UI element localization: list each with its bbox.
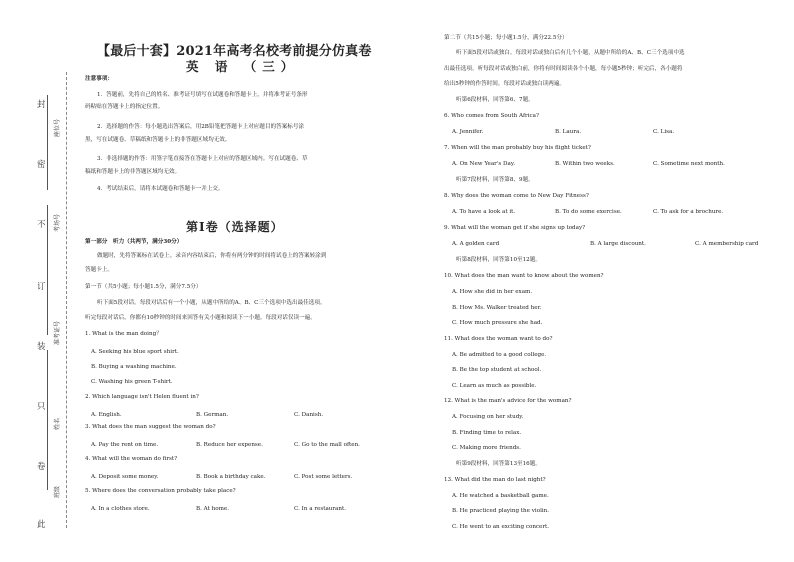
notice-line: 4．考试结束后，请将本试题卷和答题卡一并上交。: [97, 186, 224, 192]
binding-dashed-line: [66, 72, 67, 528]
answer-option: B. How Ms. Walker treated her.: [452, 304, 542, 311]
answer-option: C. How much pressure she had.: [452, 320, 543, 326]
answer-option: C. Learn as much as possible.: [452, 382, 537, 389]
section2-heading: 第二节（共15小题；每小题1.5分，满分22.5分）: [444, 35, 568, 41]
binding-char: 此: [37, 520, 46, 530]
answer-option: A. In a clothes store.: [91, 506, 150, 512]
answer-option: B. Laura.: [555, 129, 582, 135]
answer-option: C. Go to the mall often.: [294, 442, 360, 448]
answer-option: A. A golden card: [452, 241, 500, 247]
answer-option: A. He watched a basketball game.: [452, 492, 549, 499]
binding-field-label: 姓名: [54, 417, 61, 430]
answer-option: A. Be admitted to a good college.: [452, 351, 547, 358]
binding-char: 不: [37, 220, 46, 230]
section1-intro-line: 听下面5段对话。每段对话后有一个小题，从题中所给的A、B、C三个选项中选出最佳选项。: [97, 300, 326, 306]
section2-intro-line: 听下面5段对话或独白。每段对话或独白后有几个小题，从题中所给的A、B、C三个选项中选: [456, 50, 685, 56]
answer-option: A. Deposit some money.: [91, 474, 159, 480]
answer-option: C. Post some letters.: [294, 474, 353, 480]
notice-line: 码粘贴在答题卡上的指定位置。: [85, 104, 164, 110]
question-text: 2. Which language isn't Helen fluent in?: [85, 394, 199, 400]
answer-option: A. To have a look at it.: [452, 209, 516, 215]
answer-option: B. A large discount.: [590, 241, 646, 247]
binding-solid-line-1: [47, 95, 48, 190]
section1-heading: 第一节（共5小题；每小题1.5分，满分7.5分）: [85, 284, 202, 290]
answer-option: C. Sometime next month.: [653, 161, 725, 167]
part1-intro-line: 做题时，先将答案标在试卷上。录音内容结束后，你将有两分钟的时间将试卷上的答案转涂到: [97, 253, 327, 259]
binding-char: 卷: [37, 462, 46, 472]
segment-note: 听第8段材料，回答第10至12题。: [456, 257, 541, 263]
notice-line: 稿纸和答题卡上的非答题区域均无效。: [85, 169, 181, 175]
answer-option: A. How she did in her exam.: [452, 289, 533, 295]
question-text: 4. What will the woman do first?: [85, 456, 178, 462]
answer-option: B. Reduce her expense.: [196, 442, 263, 448]
part1-intro-line: 答题卡上。: [85, 267, 113, 273]
binding-char: 密: [37, 160, 46, 170]
answer-option: C. Making more friends.: [452, 445, 521, 451]
answer-option: A. Seeking his blue sport shirt.: [91, 349, 179, 355]
binding-char: 订: [37, 282, 46, 292]
question-text: 10. What does the man want to know about the women?: [444, 273, 604, 279]
segment-note: 听第9段材料，回答第13至16题。: [456, 460, 541, 467]
answer-option: A. Pay the rent on time.: [91, 442, 159, 448]
notice-heading: 注意事项：: [85, 76, 113, 82]
question-text: 9. What will the woman get if she signs up today?: [444, 225, 586, 231]
answer-option: B. At home.: [196, 506, 229, 512]
answer-option: B. To do some exercise.: [555, 209, 622, 215]
question-text: 5. Where does the conversation probably take place?: [85, 488, 236, 494]
binding-char: 封: [37, 100, 46, 110]
question-text: 13. What did the man do last night?: [444, 476, 546, 483]
question-text: 8. Why does the woman come to New Day Fitness?: [444, 193, 589, 199]
binding-char: 只: [37, 402, 46, 412]
answer-option: C. Danish.: [294, 412, 324, 418]
binding-solid-line-2: [47, 205, 48, 335]
binding-field-label: 座位号: [54, 118, 61, 137]
answer-option: C. Lisa.: [653, 129, 675, 135]
binding-solid-line-3: [47, 350, 48, 490]
binding-field-label: 班级: [54, 485, 61, 498]
notice-line: 1．答题前，先将自己的姓名、准考证号填写在试题卷和答题卡上，并将准考证号条形: [97, 92, 308, 98]
answer-option: A. Focusing on her study.: [452, 414, 524, 420]
answer-option: A. Jennifer.: [452, 129, 484, 135]
section1-intro-line: 听完每段对话后，你都有10秒钟的时间来回答有关小题和阅读下一小题。每段对话仅读一遍。: [85, 315, 316, 321]
question-text: 12. What is the man's advice for the woman?: [444, 398, 572, 404]
answer-option: B. Finding time to relax.: [452, 429, 522, 436]
question-text: 1. What is the man doing？: [85, 331, 162, 337]
answer-option: C. He went to an exciting concert.: [452, 523, 550, 530]
segment-note: 听第6段材料，回答第6、7题。: [456, 97, 534, 103]
binding-field-label: 考场号: [54, 213, 61, 232]
binding-field-label: 准考证号: [54, 320, 61, 345]
notice-line: 3．非选择题的作答：用签字笔直接答在答题卡上对应的答题区域内。写在试题卷、草: [97, 156, 308, 162]
exam-subtitle: 英 语 （三）: [186, 59, 300, 74]
answer-option: C. To ask for a brochure.: [653, 209, 724, 215]
answer-option: C. Washing his green T-shirt.: [91, 379, 173, 385]
answer-option: A. On New Year's Day.: [452, 161, 516, 167]
binding-char: 装: [37, 342, 46, 352]
notice-line: 2．选择题的作答：每小题选出答案后，用2B铅笔把答题卡上对应题目的答案标号涂: [97, 124, 305, 130]
answer-option: B. German.: [196, 412, 229, 418]
part1-heading: 第一部分 听力（共两节，满分30分）: [85, 239, 183, 245]
answer-option: B. Be the top student at school.: [452, 367, 542, 373]
section2-intro-line: 给出5秒钟的作答时间。每段对话或独白读两遍。: [444, 81, 566, 87]
question-text: 11. What does the woman want to do?: [444, 335, 553, 342]
exam-title: 【最后十套】2021年高考名校考前提分仿真卷: [97, 44, 372, 59]
question-text: 6. Who comes from South Africa?: [444, 113, 539, 119]
answer-option: B. Buying a washing machine.: [91, 364, 177, 370]
notice-line: 黑，写在试题卷、草稿纸和答题卡上的非答题区域均无效。: [85, 137, 231, 143]
answer-option: C. In a restaurant.: [294, 506, 347, 512]
answer-option: B. He practiced playing the violin.: [452, 508, 550, 514]
answer-option: B. Within two weeks.: [555, 161, 615, 167]
answer-option: B. Book a birthday cake.: [196, 474, 266, 480]
volume-heading: 第Ⅰ卷（选择题）: [186, 220, 284, 234]
answer-option: C. A membership card: [695, 241, 759, 247]
question-text: 3. What does the man suggest the woman do?: [85, 424, 216, 430]
question-text: 7. When will the man probably buy his flight ticket?: [444, 145, 591, 151]
section2-intro-line: 出最佳选项。听每段对话或独白前，你将有时间阅读各个小题，每小题5秒钟；听完后，各小题将: [444, 66, 683, 72]
answer-option: A. English.: [91, 412, 122, 418]
segment-note: 听第7段材料，回答第8、9题。: [456, 177, 534, 183]
